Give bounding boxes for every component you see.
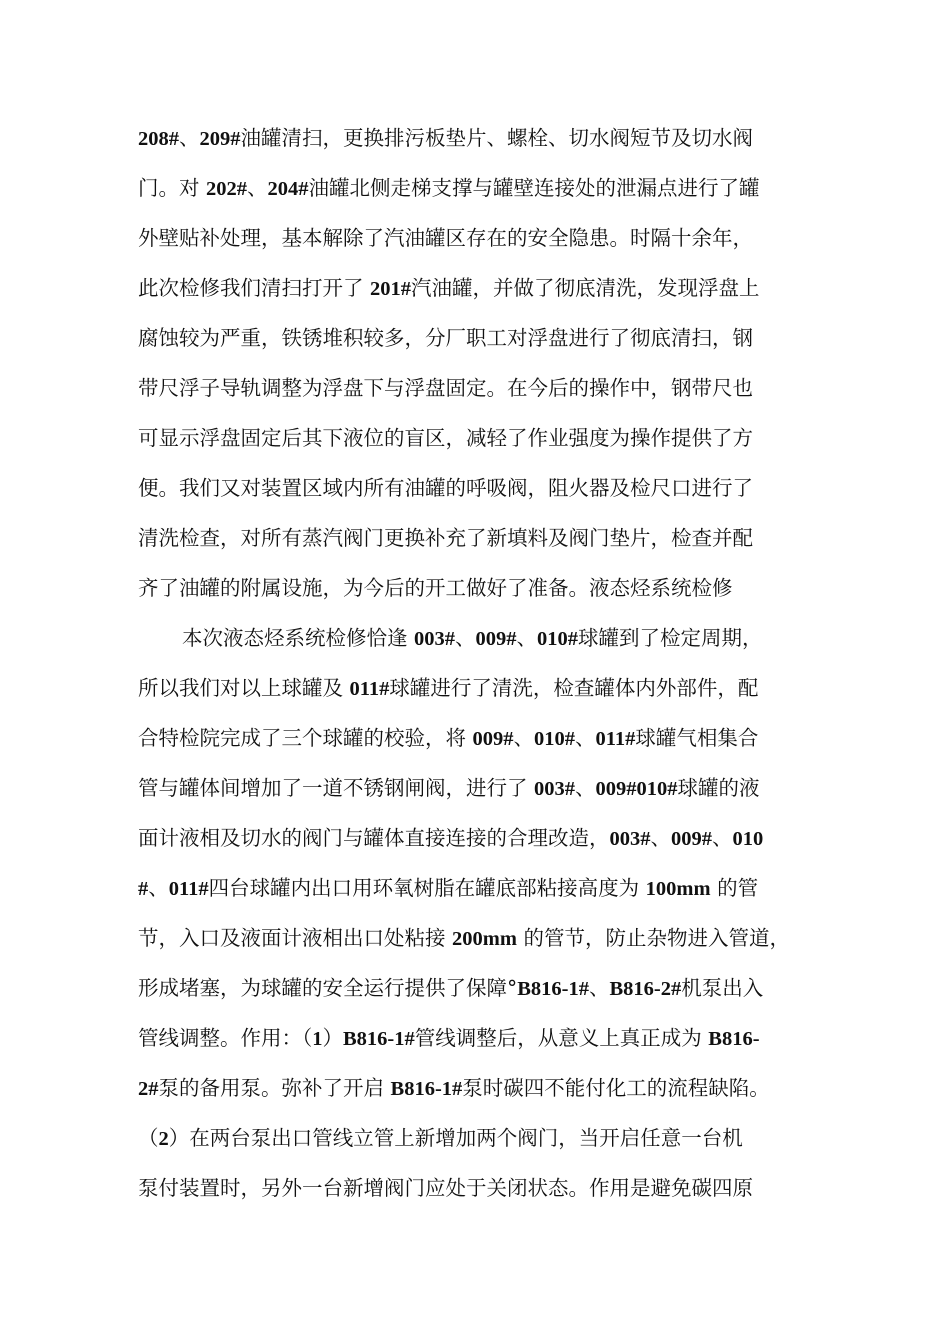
bold-number: 003# xyxy=(609,828,651,850)
text-line-9: 清洗检查，对所有蒸汽阀门更换补充了新填料及阀门垫片，检查并配 xyxy=(138,526,753,550)
bold-number: 011# xyxy=(595,728,636,750)
text-line-10: 齐了油罐的附属设施，为今后的开工做好了准备。液态烃系统检修 xyxy=(138,576,733,600)
text-line-20: 2#泵的备用泵。弥补了开启 B816-1#泵时碳四不能付化工的流程缺陷。 xyxy=(138,1076,770,1100)
bold-number: 009#010# xyxy=(595,778,678,800)
bold-number: 2# xyxy=(138,1078,159,1100)
text-line-4: 此次检修我们清扫打开了 201#汽油罐，并做了彻底清洗，发现浮盘上 xyxy=(138,276,760,300)
bold-number: 010 xyxy=(732,828,764,850)
bold-number: 204# xyxy=(267,178,309,200)
text-line-5: 腐蚀较为严重，铁锈堆积较多，分厂职工对浮盘进行了彻底清扫，钢 xyxy=(138,326,753,350)
bold-number: 202# xyxy=(206,178,248,200)
bold-number: B816-1# xyxy=(343,1028,415,1050)
text-line-7: 可显示浮盘固定后其下液位的盲区，减轻了作业强度为操作提供了方 xyxy=(138,426,753,450)
bold-number: 2 xyxy=(158,1128,169,1150)
bold-number: 009# xyxy=(671,828,712,850)
bold-number: 003# xyxy=(534,778,576,800)
text-line-18: 形成堵塞，为球罐的安全运行提供了保障°B816-1#、B816-2#机泵出入 xyxy=(138,976,764,1000)
text-line-22: 泵付装置时，另外一台新增阀门应处于关闭状态。作用是避免碳四原 xyxy=(138,1176,753,1200)
bold-number: 011# xyxy=(168,878,209,900)
text-line-8: 便。我们又对装置区域内所有油罐的呼吸阀，阻火器及检尺口进行了 xyxy=(138,476,753,500)
text-line-12: 所以我们对以上球罐及 011#球罐进行了清洗，检查罐体内外部件，配 xyxy=(138,676,759,700)
text-line-15: 面计液相及切水的阀门与罐体直接连接的合理改造，003#、009#、010 xyxy=(138,826,764,850)
bold-number: 200mm xyxy=(452,928,517,950)
bold-number: 011# xyxy=(349,678,390,700)
bold-number: B816- xyxy=(708,1028,760,1050)
bold-number: 009# xyxy=(475,628,517,650)
text-line-3: 外壁贴补处理，基本解除了汽油罐区存在的安全隐患。时隔十余年， xyxy=(138,226,753,250)
text-line-11 xyxy=(138,618,838,658)
bold-number: 009# xyxy=(472,728,514,750)
bold-number: 010# xyxy=(534,728,576,750)
text-line-14: 管与罐体间增加了一道不锈钢闸阀，进行了 003#、009#010#球罐的液 xyxy=(138,776,760,800)
bold-number: B816-2# xyxy=(609,978,682,1000)
bold-number: 1 xyxy=(312,1028,323,1050)
text-line-13: 合特检院完成了三个球罐的校验，将 009#、010#、011#球罐气相集合 xyxy=(138,726,759,750)
text-line-16: #、011#四台球罐内出口用环氧树脂在罐底部粘接高度为 100mm 的管 xyxy=(138,876,759,900)
bold-number: 201# xyxy=(370,278,412,300)
text-line-1: 208#、209#油罐清扫，更换排污板垫片、螺栓、切水阀短节及切水阀 xyxy=(138,126,753,150)
bold-number: # xyxy=(138,878,149,900)
paragraph-text: 本次液态烃系统检修恰逢 003#、009#、010#球罐到了检定周期， xyxy=(182,626,763,650)
bold-number: 208# xyxy=(138,128,179,150)
text-line-19: 管线调整。作用：（1）B816-1#管线调整后，从意义上真正成为 B816- xyxy=(138,1026,760,1050)
bold-number: 209# xyxy=(199,128,241,150)
bold-number: B816-1# xyxy=(517,978,589,1000)
text-line-6: 带尺浮子导轨调整为浮盘下与浮盘固定。在今后的操作中，钢带尺也 xyxy=(138,376,753,400)
bold-number: 100mm xyxy=(645,878,711,900)
bold-number: 003# xyxy=(414,628,456,650)
bold-number: 010# xyxy=(537,628,579,650)
text-line-17: 节，入口及液面计液相出口处粘接 200mm 的管节，防止杂物进入管道， xyxy=(138,926,790,950)
text-line-21: （2）在两台泵出口管线立管上新增加两个阀门，当开启任意一台机 xyxy=(138,1126,743,1150)
text-line-2: 门。对 202#、204#油罐北侧走梯支撑与罐壁连接处的泄漏点进行了罐 xyxy=(138,176,760,200)
bold-number: B816-1# xyxy=(390,1078,463,1100)
